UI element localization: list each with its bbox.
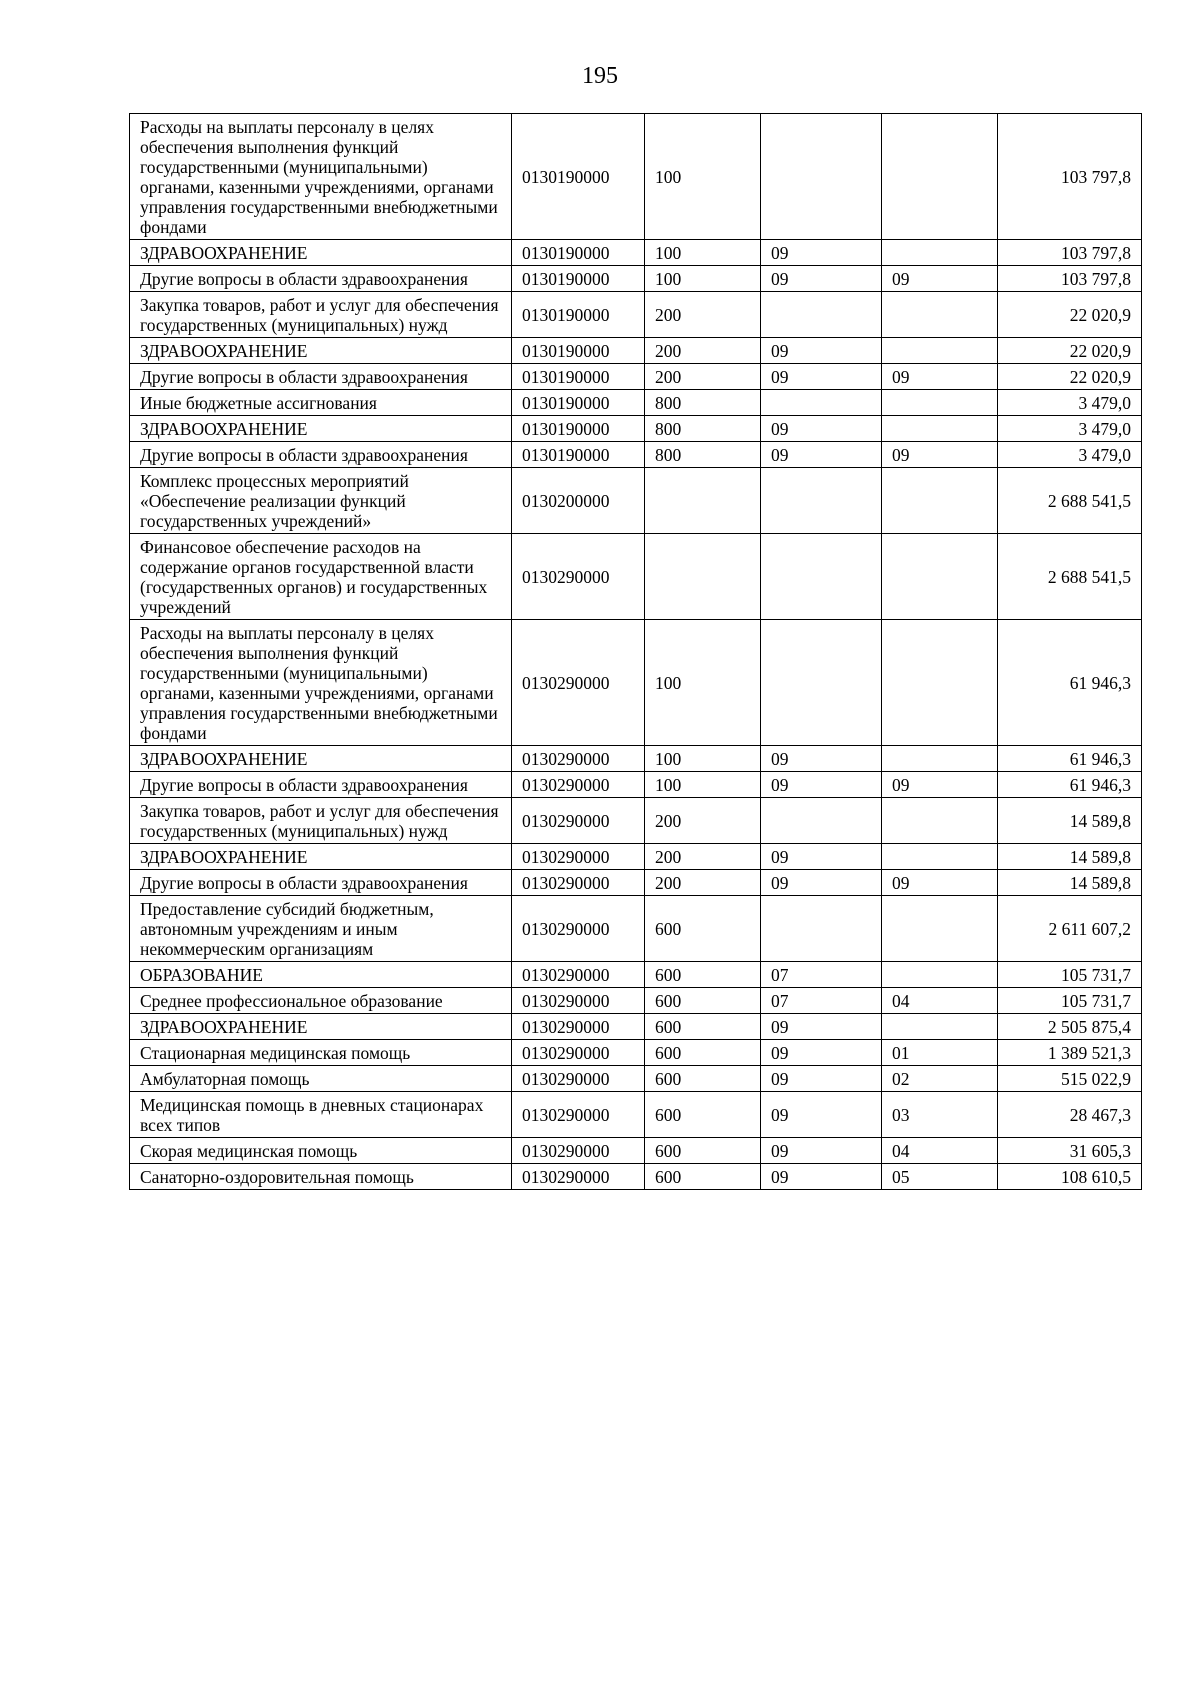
subsection-code-cell: 09 — [882, 266, 998, 292]
expense-type-code-cell: 200 — [645, 844, 761, 870]
expense-type-code-cell: 600 — [645, 1066, 761, 1092]
budget-table — [129, 113, 1142, 1190]
target-item-code-cell: 0130190000 — [512, 416, 645, 442]
section-code-cell: 09 — [761, 746, 882, 772]
table-row — [130, 746, 1142, 772]
expense-type-code-cell: 200 — [645, 338, 761, 364]
target-item-code-cell: 0130290000 — [512, 1164, 645, 1190]
expense-type-code-cell: 100 — [645, 114, 761, 240]
expense-type-code-cell: 100 — [645, 620, 761, 746]
table-row — [130, 1066, 1142, 1092]
section-code-cell: 09 — [761, 416, 882, 442]
amount-cell: 1 389 521,3 — [998, 1040, 1142, 1066]
table-row — [130, 772, 1142, 798]
table-row — [130, 114, 1142, 240]
row-name-cell: Расходы на выплаты персоналу в целях обеспечения выполнения функций государственными (муниципальными) органами, казенными учреждениями, органами управления государственными внебюджетными фондами — [130, 620, 512, 746]
target-item-code-cell: 0130290000 — [512, 896, 645, 962]
target-item-code-cell: 0130290000 — [512, 844, 645, 870]
row-name-cell: ЗДРАВООХРАНЕНИЕ — [130, 416, 512, 442]
subsection-code-cell — [882, 468, 998, 534]
amount-cell: 515 022,9 — [998, 1066, 1142, 1092]
row-name-cell: ЗДРАВООХРАНЕНИЕ — [130, 844, 512, 870]
target-item-code-cell: 0130290000 — [512, 1040, 645, 1066]
expense-type-code-cell: 600 — [645, 1164, 761, 1190]
amount-cell: 61 946,3 — [998, 772, 1142, 798]
table-row — [130, 798, 1142, 844]
subsection-code-cell — [882, 620, 998, 746]
expense-type-code-cell: 800 — [645, 390, 761, 416]
section-code-cell: 07 — [761, 988, 882, 1014]
amount-cell: 2 688 541,5 — [998, 468, 1142, 534]
section-code-cell: 09 — [761, 1066, 882, 1092]
amount-cell: 105 731,7 — [998, 962, 1142, 988]
target-item-code-cell: 0130190000 — [512, 364, 645, 390]
target-item-code-cell: 0130290000 — [512, 1138, 645, 1164]
row-name-cell: Другие вопросы в области здравоохранения — [130, 442, 512, 468]
amount-cell: 22 020,9 — [998, 364, 1142, 390]
expense-type-code-cell: 600 — [645, 988, 761, 1014]
amount-cell: 61 946,3 — [998, 620, 1142, 746]
row-name-cell: Предоставление субсидий бюджетным, автономным учреждениям и иным некоммерческим организациям — [130, 896, 512, 962]
table-row — [130, 292, 1142, 338]
target-item-code-cell: 0130290000 — [512, 962, 645, 988]
section-code-cell: 09 — [761, 1092, 882, 1138]
target-item-code-cell: 0130290000 — [512, 988, 645, 1014]
amount-cell: 2 505 875,4 — [998, 1014, 1142, 1040]
amount-cell: 22 020,9 — [998, 338, 1142, 364]
amount-cell: 22 020,9 — [998, 292, 1142, 338]
expense-type-code-cell: 800 — [645, 442, 761, 468]
section-code-cell — [761, 798, 882, 844]
table-row — [130, 870, 1142, 896]
target-item-code-cell: 0130290000 — [512, 798, 645, 844]
row-name-cell: Закупка товаров, работ и услуг для обеспечения государственных (муниципальных) нужд — [130, 292, 512, 338]
subsection-code-cell: 02 — [882, 1066, 998, 1092]
subsection-code-cell: 05 — [882, 1164, 998, 1190]
subsection-code-cell: 09 — [882, 772, 998, 798]
subsection-code-cell: 09 — [882, 870, 998, 896]
row-name-cell: Другие вопросы в области здравоохранения — [130, 364, 512, 390]
amount-cell: 2 688 541,5 — [998, 534, 1142, 620]
expense-type-code-cell: 600 — [645, 1092, 761, 1138]
section-code-cell — [761, 896, 882, 962]
amount-cell: 3 479,0 — [998, 416, 1142, 442]
section-code-cell: 07 — [761, 962, 882, 988]
expense-type-code-cell: 100 — [645, 772, 761, 798]
section-code-cell: 09 — [761, 772, 882, 798]
expense-type-code-cell: 600 — [645, 1040, 761, 1066]
row-name-cell: Медицинская помощь в дневных стационарах всех типов — [130, 1092, 512, 1138]
section-code-cell: 09 — [761, 1040, 882, 1066]
section-code-cell — [761, 468, 882, 534]
subsection-code-cell — [882, 338, 998, 364]
row-name-cell: Среднее профессиональное образование — [130, 988, 512, 1014]
subsection-code-cell — [882, 534, 998, 620]
subsection-code-cell — [882, 240, 998, 266]
section-code-cell: 09 — [761, 240, 882, 266]
target-item-code-cell: 0130190000 — [512, 114, 645, 240]
amount-cell: 3 479,0 — [998, 442, 1142, 468]
table-row — [130, 416, 1142, 442]
table-row — [130, 390, 1142, 416]
amount-cell: 2 611 607,2 — [998, 896, 1142, 962]
subsection-code-cell: 01 — [882, 1040, 998, 1066]
subsection-code-cell — [882, 746, 998, 772]
amount-cell: 14 589,8 — [998, 844, 1142, 870]
subsection-code-cell — [882, 292, 998, 338]
row-name-cell: Амбулаторная помощь — [130, 1066, 512, 1092]
subsection-code-cell — [882, 962, 998, 988]
table-row — [130, 620, 1142, 746]
subsection-code-cell — [882, 896, 998, 962]
expense-type-code-cell: 100 — [645, 240, 761, 266]
section-code-cell — [761, 292, 882, 338]
table-row — [130, 240, 1142, 266]
row-name-cell: Иные бюджетные ассигнования — [130, 390, 512, 416]
amount-cell: 31 605,3 — [998, 1138, 1142, 1164]
row-name-cell: Другие вопросы в области здравоохранения — [130, 772, 512, 798]
table-row — [130, 1164, 1142, 1190]
section-code-cell: 09 — [761, 442, 882, 468]
subsection-code-cell — [882, 416, 998, 442]
amount-cell: 14 589,8 — [998, 798, 1142, 844]
subsection-code-cell: 09 — [882, 364, 998, 390]
target-item-code-cell: 0130290000 — [512, 870, 645, 896]
section-code-cell: 09 — [761, 844, 882, 870]
table-row — [130, 962, 1142, 988]
row-name-cell: Комплекс процессных мероприятий «Обеспечение реализации функций государственных учреждений» — [130, 468, 512, 534]
section-code-cell — [761, 390, 882, 416]
target-item-code-cell: 0130290000 — [512, 620, 645, 746]
table-row — [130, 1040, 1142, 1066]
table-row — [130, 468, 1142, 534]
section-code-cell — [761, 534, 882, 620]
target-item-code-cell: 0130190000 — [512, 292, 645, 338]
target-item-code-cell: 0130190000 — [512, 240, 645, 266]
expense-type-code-cell: 600 — [645, 1014, 761, 1040]
row-name-cell: Другие вопросы в области здравоохранения — [130, 870, 512, 896]
subsection-code-cell — [882, 1014, 998, 1040]
section-code-cell — [761, 620, 882, 746]
table-row — [130, 442, 1142, 468]
section-code-cell: 09 — [761, 870, 882, 896]
subsection-code-cell — [882, 844, 998, 870]
table-row — [130, 338, 1142, 364]
expense-type-code-cell: 600 — [645, 1138, 761, 1164]
table-row — [130, 364, 1142, 390]
budget-table-body — [130, 114, 1142, 1190]
section-code-cell: 09 — [761, 1138, 882, 1164]
section-code-cell: 09 — [761, 1014, 882, 1040]
amount-cell: 103 797,8 — [998, 240, 1142, 266]
target-item-code-cell: 0130290000 — [512, 1092, 645, 1138]
expense-type-code-cell: 100 — [645, 746, 761, 772]
expense-type-code-cell: 200 — [645, 798, 761, 844]
target-item-code-cell: 0130290000 — [512, 1066, 645, 1092]
expense-type-code-cell: 600 — [645, 896, 761, 962]
target-item-code-cell: 0130290000 — [512, 772, 645, 798]
table-row — [130, 534, 1142, 620]
row-name-cell: Закупка товаров, работ и услуг для обеспечения государственных (муниципальных) нужд — [130, 798, 512, 844]
section-code-cell: 09 — [761, 364, 882, 390]
subsection-code-cell: 04 — [882, 988, 998, 1014]
amount-cell: 3 479,0 — [998, 390, 1142, 416]
page-number: 195 — [582, 63, 618, 89]
row-name-cell: Санаторно-оздоровительная помощь — [130, 1164, 512, 1190]
expense-type-code-cell: 100 — [645, 266, 761, 292]
expense-type-code-cell: 200 — [645, 364, 761, 390]
subsection-code-cell: 03 — [882, 1092, 998, 1138]
section-code-cell: 09 — [761, 1164, 882, 1190]
table-row — [130, 266, 1142, 292]
amount-cell: 28 467,3 — [998, 1092, 1142, 1138]
table-row — [130, 1092, 1142, 1138]
row-name-cell: ЗДРАВООХРАНЕНИЕ — [130, 1014, 512, 1040]
table-row — [130, 1014, 1142, 1040]
row-name-cell: Расходы на выплаты персоналу в целях обеспечения выполнения функций государственными (муниципальными) органами, казенными учреждениями, органами управления государственными внебюджетными фондами — [130, 114, 512, 240]
table-row — [130, 988, 1142, 1014]
section-code-cell — [761, 114, 882, 240]
row-name-cell: ЗДРАВООХРАНЕНИЕ — [130, 240, 512, 266]
row-name-cell: Финансовое обеспечение расходов на содержание органов государственной власти (государственных органов) и государственных учреждений — [130, 534, 512, 620]
row-name-cell: ОБРАЗОВАНИЕ — [130, 962, 512, 988]
table-row — [130, 896, 1142, 962]
expense-type-code-cell: 600 — [645, 962, 761, 988]
section-code-cell: 09 — [761, 338, 882, 364]
amount-cell: 103 797,8 — [998, 266, 1142, 292]
table-row — [130, 1138, 1142, 1164]
subsection-code-cell — [882, 798, 998, 844]
expense-type-code-cell: 800 — [645, 416, 761, 442]
row-name-cell: Другие вопросы в области здравоохранения — [130, 266, 512, 292]
target-item-code-cell: 0130290000 — [512, 534, 645, 620]
amount-cell: 105 731,7 — [998, 988, 1142, 1014]
target-item-code-cell: 0130190000 — [512, 266, 645, 292]
amount-cell: 103 797,8 — [998, 114, 1142, 240]
table-row — [130, 844, 1142, 870]
expense-type-code-cell — [645, 534, 761, 620]
expense-type-code-cell: 200 — [645, 292, 761, 338]
subsection-code-cell — [882, 114, 998, 240]
row-name-cell: Стационарная медицинская помощь — [130, 1040, 512, 1066]
amount-cell: 108 610,5 — [998, 1164, 1142, 1190]
expense-type-code-cell — [645, 468, 761, 534]
section-code-cell: 09 — [761, 266, 882, 292]
target-item-code-cell: 0130200000 — [512, 468, 645, 534]
amount-cell: 61 946,3 — [998, 746, 1142, 772]
subsection-code-cell — [882, 390, 998, 416]
amount-cell: 14 589,8 — [998, 870, 1142, 896]
target-item-code-cell: 0130290000 — [512, 1014, 645, 1040]
target-item-code-cell: 0130190000 — [512, 338, 645, 364]
target-item-code-cell: 0130290000 — [512, 746, 645, 772]
target-item-code-cell: 0130190000 — [512, 442, 645, 468]
row-name-cell: Скорая медицинская помощь — [130, 1138, 512, 1164]
expense-type-code-cell: 200 — [645, 870, 761, 896]
subsection-code-cell: 09 — [882, 442, 998, 468]
target-item-code-cell: 0130190000 — [512, 390, 645, 416]
row-name-cell: ЗДРАВООХРАНЕНИЕ — [130, 746, 512, 772]
row-name-cell: ЗДРАВООХРАНЕНИЕ — [130, 338, 512, 364]
subsection-code-cell: 04 — [882, 1138, 998, 1164]
